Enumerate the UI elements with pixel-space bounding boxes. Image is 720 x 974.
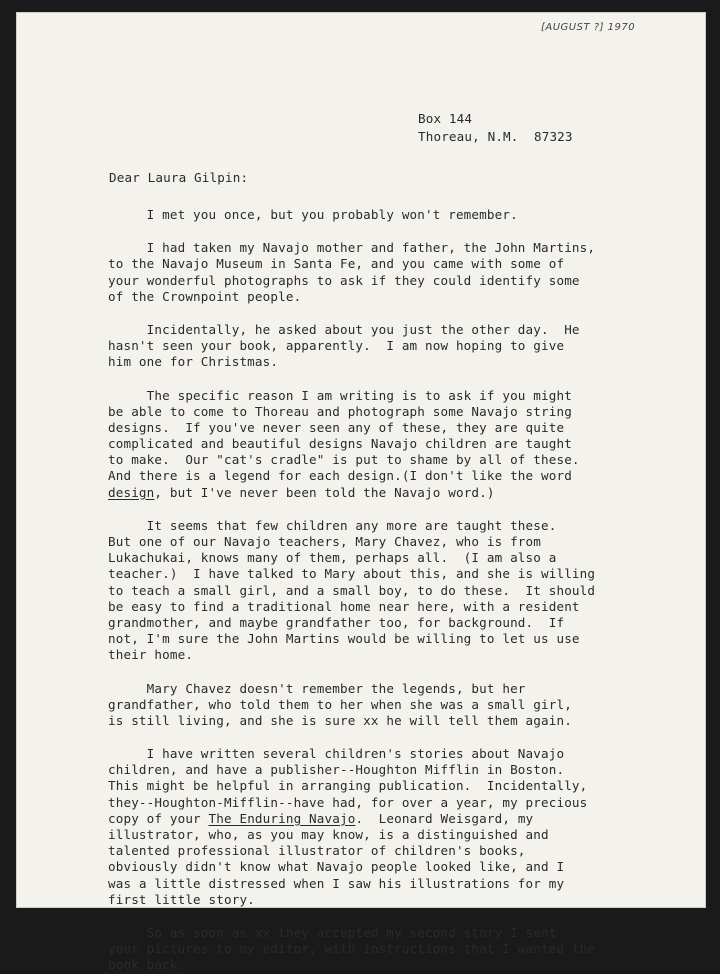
text-line: book back. [108,957,186,973]
text-line: be easy to find a traditional home near here, with a resident [108,598,580,614]
text-line: your wonderful photographs to ask if they could identify some [108,272,580,288]
text-line: But one of our Navajo teachers, Mary Chavez, who is from [108,534,541,549]
text-line: children, and have a publisher--Houghton Mifflin in Boston. [108,762,565,778]
text-line: I had taken my Navajo mother and father, the John Martins, [108,240,596,256]
text-line: grandmother, and maybe grandfather too, for background. If [108,614,565,630]
text-line: is still living, and she is sure xx he will tell them again. [108,712,572,728]
text-line: designs. If you've never seen any of these, they are quite [108,419,565,435]
text-line: complicated and beautiful designs Navajo children are taught [108,436,572,452]
paragraph-gap [108,305,678,322]
text-line: to the Navajo Museum in Santa Fe, and you came with some of [108,256,565,272]
address-line: Box 144 [418,111,473,126]
salutation: Dear Laura Gilpin: [109,170,249,185]
letter-paragraph [108,388,678,501]
text-line: And there is a legend for each design.(I don't like the word [108,468,572,484]
text-line: first little story. [108,891,255,907]
text-line: This might be helpful in arranging publication. Incidentally, [108,778,588,794]
text-line: Mary Chavez doesn't remember the legends, but her [108,680,526,696]
text-line: talented professional illustrator of children's books, [108,843,526,859]
text-line: Incidentally, he asked about you just the other day. He [108,321,580,337]
text-line: Lukachukai, knows many of them, perhaps all. (I am also a [108,550,557,566]
paragraph-gap [108,664,678,681]
paragraph-gap [108,371,678,388]
text-line: hasn't seen your book, apparently. I am now hoping to give [108,338,565,354]
text-line: illustrator, who, as you may know, is a distinguished and [108,827,549,842]
text-line: It seems that few children any more are taught these. [108,517,557,533]
text-line: be able to come to Thoreau and photograph some Navajo string [108,403,572,419]
paragraph-gap [108,223,678,240]
letter-paragraph [108,681,678,730]
letter-paragraph [108,518,678,664]
text-line: of the Crownpoint people. [108,288,302,304]
paragraph-gap [108,908,678,925]
paragraph-gap [108,501,678,518]
text-line: to teach a small girl, and a small boy, to do these. It should [108,582,596,598]
text-line: copy of your The Enduring Navajo. Leonard Weisgard, my [108,810,534,826]
text-line: their home. [108,647,194,663]
handwritten-date-annotation: [AUGUST ?] 1970 [541,22,636,33]
text-line: The specific reason I am writing is to ask if you might [108,387,572,403]
letter-paragraph [108,240,678,305]
text-line: obviously didn't know what Navajo people looked like, and I [108,859,565,875]
text-line: not, I'm sure the John Martins would be willing to let us use [108,631,580,647]
text-line: I have written several children's stories about Navajo [108,746,565,762]
text-line: design, but I've never been told the Navajo word.) [108,484,495,500]
text-line: to make. Our "cat's cradle" is put to shame by all of these. [108,452,580,468]
return-address [418,110,573,146]
text-line: I met you once, but you probably won't remember. [108,207,518,222]
text-line: him one for Christmas. [108,354,279,370]
text-line: they--Houghton-Mifflin--have had, for over a year, my precious [108,794,588,810]
paragraph-gap [108,729,678,746]
address-line: Thoreau, N.M. 87323 [418,129,573,144]
letter-paragraph [108,925,678,974]
letter-paragraph [108,207,678,223]
letter-body [108,190,678,974]
text-line: teacher.) I have talked to Mary about this, and she is willing [108,566,596,582]
paragraph-gap [108,190,678,207]
text-line: So as soon as xx they accepted my second story I sent [108,924,557,940]
letter-paragraph [108,322,678,371]
text-line: grandfather, who told them to her when she was a small girl, [108,696,572,712]
letter-page [16,12,706,973]
text-line: was a little distressed when I saw his illustrations for my [108,875,565,891]
letter-paragraph [108,746,678,908]
text-line: your pictures to my editor, with instructions that I wanted the [108,941,596,957]
